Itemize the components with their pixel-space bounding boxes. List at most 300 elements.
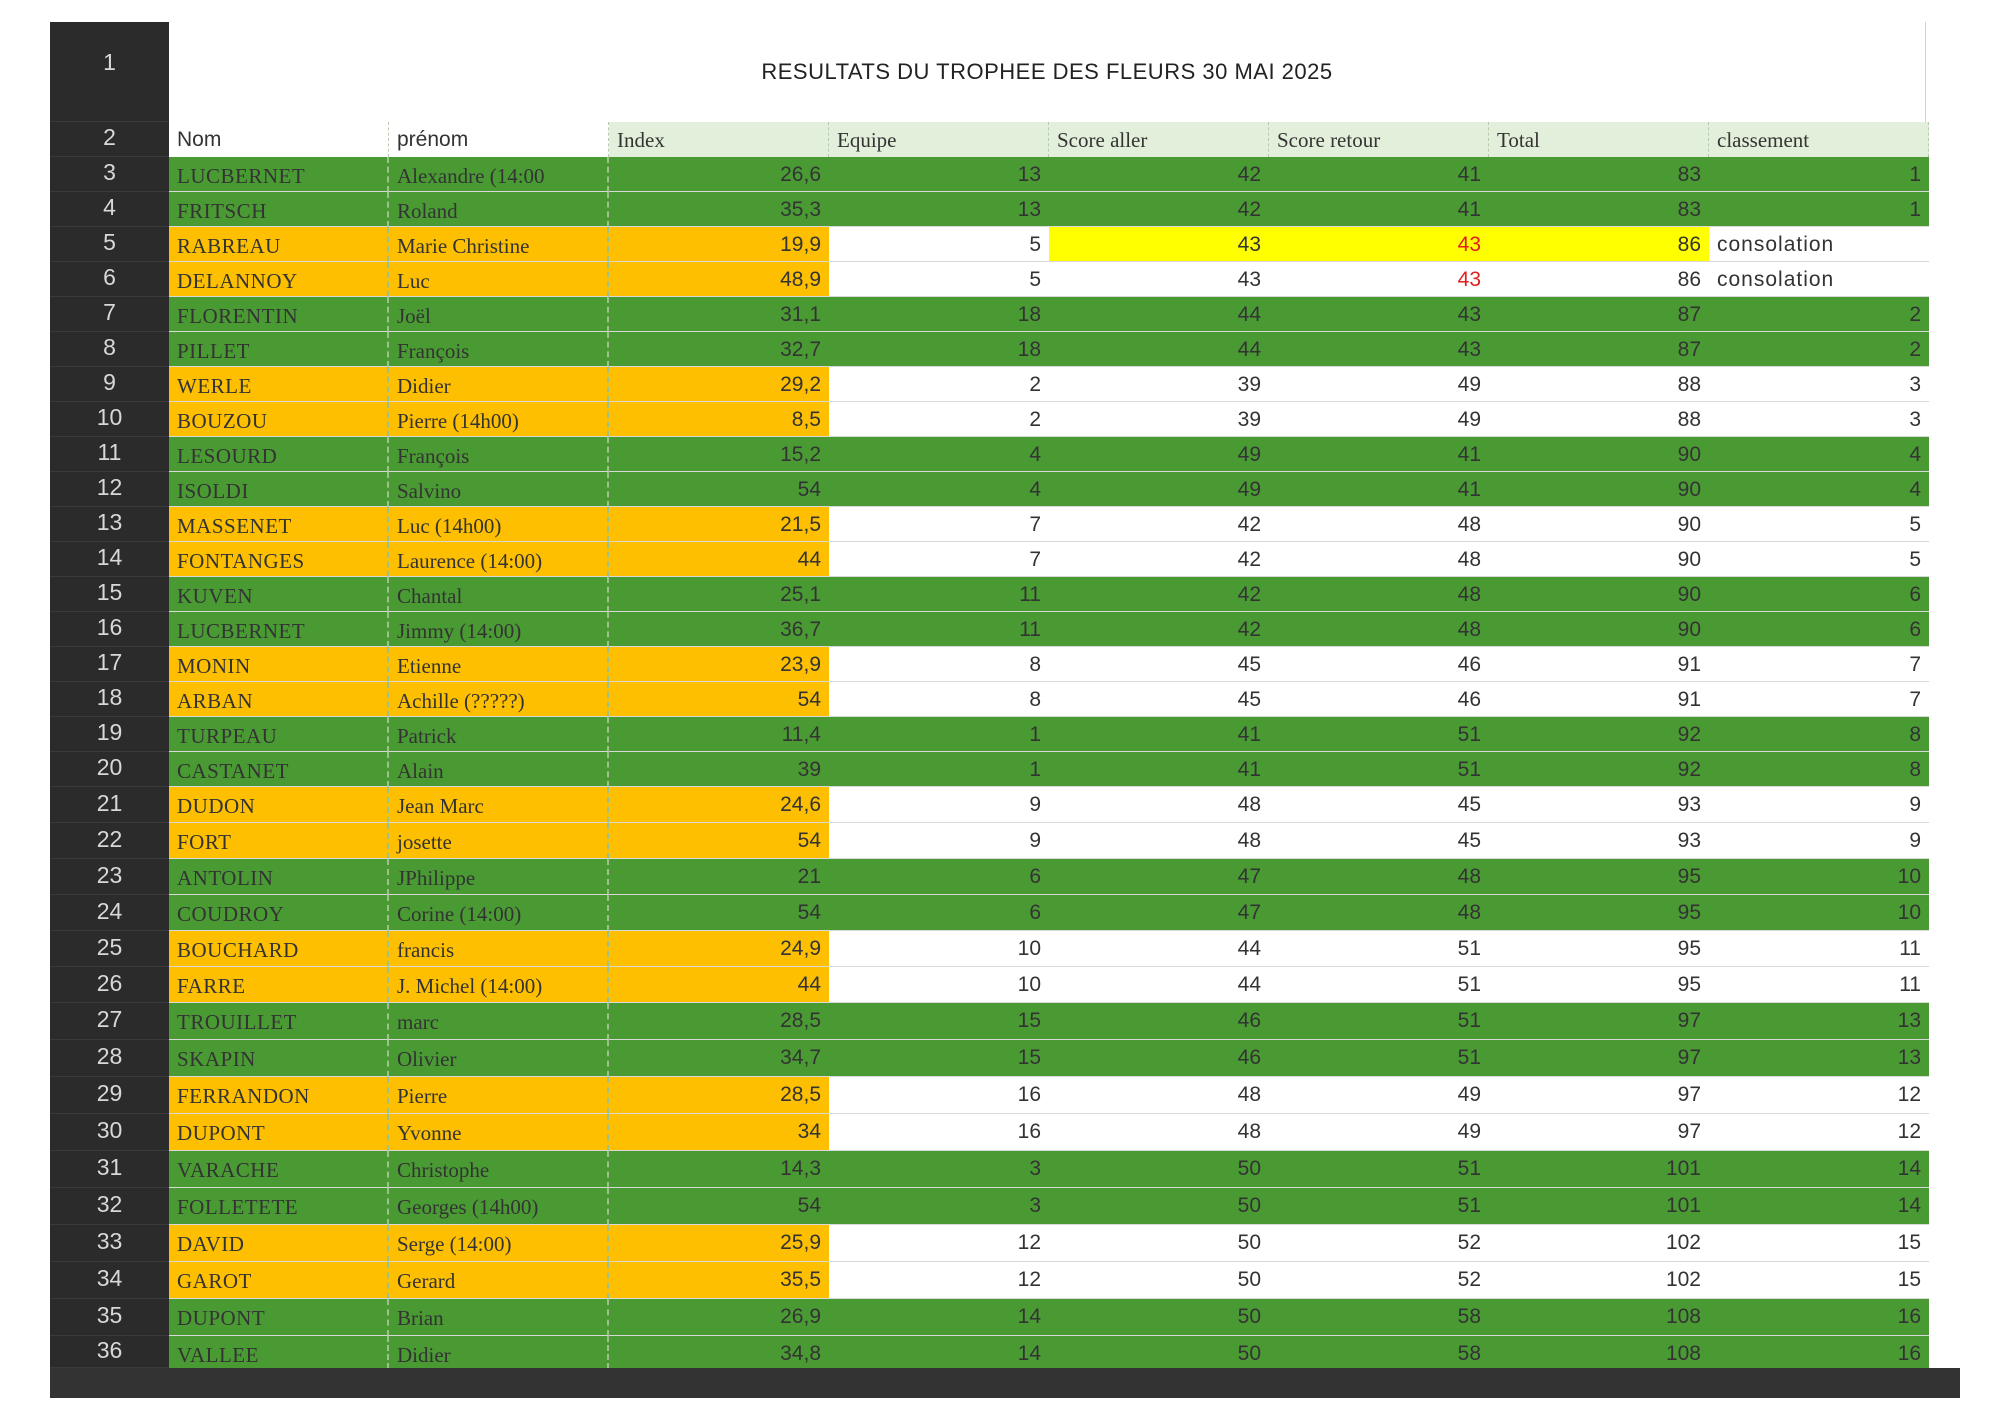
cell-classement[interactable]: 6 [1709,577,1929,612]
cell-prenom[interactable]: Brian [389,1299,609,1336]
cell-retour[interactable]: 58 [1269,1299,1489,1336]
cell-nom[interactable]: TURPEAU [169,717,389,752]
cell-index[interactable]: 23,9 [609,647,829,682]
cell-index[interactable]: 15,2 [609,437,829,472]
cell-retour[interactable]: 51 [1269,1188,1489,1225]
cell-aller[interactable]: 50 [1049,1336,1269,1369]
cell-nom[interactable]: LUCBERNET [169,612,389,647]
row-number[interactable]: 27 [50,1003,169,1040]
cell-prenom[interactable]: Serge (14:00) [389,1225,609,1262]
cell-aller[interactable]: 50 [1049,1262,1269,1299]
cell-aller[interactable]: 47 [1049,859,1269,895]
row-number[interactable]: 2 [50,122,169,157]
cell-prenom[interactable]: marc [389,1003,609,1040]
cell-nom[interactable]: GAROT [169,1262,389,1299]
cell-prenom[interactable]: Patrick [389,717,609,752]
cell-equipe[interactable]: 2 [829,402,1049,437]
cell-total[interactable]: 101 [1489,1188,1709,1225]
cell-retour[interactable]: 48 [1269,859,1489,895]
cell-aller[interactable]: 45 [1049,647,1269,682]
cell-classement[interactable]: 5 [1709,507,1929,542]
cell-index[interactable]: 54 [609,823,829,859]
cell-retour[interactable]: 51 [1269,717,1489,752]
cell-classement[interactable]: 12 [1709,1077,1929,1114]
cell-aller[interactable]: 50 [1049,1225,1269,1262]
cell-index[interactable]: 34 [609,1114,829,1151]
cell-index[interactable]: 39 [609,752,829,787]
cell-equipe[interactable]: 3 [829,1188,1049,1225]
cell-equipe[interactable]: 16 [829,1077,1049,1114]
header-prenom[interactable]: prénom [389,122,609,157]
row-number[interactable]: 4 [50,192,169,227]
cell-nom[interactable]: PILLET [169,332,389,367]
cell-nom[interactable]: ANTOLIN [169,859,389,895]
cell-prenom[interactable]: Jimmy (14:00) [389,612,609,647]
header-index[interactable]: Index [609,122,829,157]
cell-classement[interactable]: 14 [1709,1188,1929,1225]
cell-aller[interactable]: 45 [1049,682,1269,717]
cell-classement[interactable]: 10 [1709,895,1929,931]
cell-nom[interactable]: KUVEN [169,577,389,612]
cell-index[interactable]: 48,9 [609,262,829,297]
row-number[interactable]: 30 [50,1114,169,1151]
cell-aller[interactable]: 43 [1049,227,1269,262]
cell-prenom[interactable]: Marie Christine [389,227,609,262]
title-cell[interactable] [169,22,1926,122]
cell-equipe[interactable]: 7 [829,542,1049,577]
cell-nom[interactable]: BOUZOU [169,402,389,437]
cell-aller[interactable]: 50 [1049,1188,1269,1225]
cell-classement[interactable]: 15 [1709,1225,1929,1262]
cell-index[interactable]: 36,7 [609,612,829,647]
cell-retour[interactable]: 41 [1269,437,1489,472]
cell-total[interactable]: 87 [1489,297,1709,332]
row-number[interactable]: 12 [50,472,169,507]
cell-aller[interactable]: 41 [1049,717,1269,752]
cell-total[interactable]: 95 [1489,859,1709,895]
cell-classement[interactable]: 9 [1709,787,1929,823]
cell-equipe[interactable]: 14 [829,1336,1049,1369]
cell-classement[interactable]: 14 [1709,1151,1929,1188]
row-number[interactable]: 13 [50,507,169,542]
cell-classement[interactable]: 7 [1709,682,1929,717]
cell-equipe[interactable]: 12 [829,1225,1049,1262]
cell-nom[interactable]: FORT [169,823,389,859]
row-number[interactable]: 26 [50,967,169,1003]
cell-index[interactable]: 26,6 [609,157,829,192]
cell-retour[interactable]: 51 [1269,1151,1489,1188]
cell-index[interactable]: 21 [609,859,829,895]
cell-nom[interactable]: DELANNOY [169,262,389,297]
cell-nom[interactable]: MONIN [169,647,389,682]
cell-classement[interactable]: 16 [1709,1299,1929,1336]
cell-equipe[interactable]: 5 [829,227,1049,262]
cell-retour[interactable]: 49 [1269,1114,1489,1151]
cell-prenom[interactable]: Didier [389,1336,609,1369]
cell-retour[interactable]: 48 [1269,895,1489,931]
header-score-aller[interactable]: Score aller [1049,122,1269,157]
cell-classement[interactable]: 8 [1709,717,1929,752]
cell-retour[interactable]: 43 [1269,297,1489,332]
cell-index[interactable]: 31,1 [609,297,829,332]
cell-aller[interactable]: 39 [1049,402,1269,437]
row-number[interactable]: 6 [50,262,169,297]
cell-retour[interactable]: 48 [1269,542,1489,577]
cell-prenom[interactable]: Alain [389,752,609,787]
cell-retour[interactable]: 46 [1269,647,1489,682]
cell-index[interactable]: 21,5 [609,507,829,542]
cell-equipe[interactable]: 10 [829,967,1049,1003]
cell-equipe[interactable]: 6 [829,859,1049,895]
cell-nom[interactable]: FLORENTIN [169,297,389,332]
cell-classement[interactable]: 1 [1709,192,1929,227]
cell-equipe[interactable]: 16 [829,1114,1049,1151]
cell-equipe[interactable]: 5 [829,262,1049,297]
cell-index[interactable]: 14,3 [609,1151,829,1188]
cell-index[interactable]: 28,5 [609,1003,829,1040]
cell-equipe[interactable]: 11 [829,577,1049,612]
cell-prenom[interactable]: Salvino [389,472,609,507]
cell-equipe[interactable]: 11 [829,612,1049,647]
cell-index[interactable]: 35,5 [609,1262,829,1299]
cell-nom[interactable]: VARACHE [169,1151,389,1188]
cell-prenom[interactable]: Corine (14:00) [389,895,609,931]
cell-index[interactable]: 35,3 [609,192,829,227]
cell-aller[interactable]: 42 [1049,577,1269,612]
cell-nom[interactable]: SKAPIN [169,1040,389,1077]
cell-index[interactable]: 34,7 [609,1040,829,1077]
cell-total[interactable]: 108 [1489,1299,1709,1336]
row-number[interactable]: 15 [50,577,169,612]
cell-aller[interactable]: 42 [1049,542,1269,577]
header-score-retour[interactable]: Score retour [1269,122,1489,157]
cell-nom[interactable]: ISOLDI [169,472,389,507]
header-equipe[interactable]: Equipe [829,122,1049,157]
cell-equipe[interactable]: 8 [829,682,1049,717]
cell-classement[interactable]: 13 [1709,1040,1929,1077]
cell-index[interactable]: 8,5 [609,402,829,437]
cell-classement[interactable]: 16 [1709,1336,1929,1369]
row-number[interactable]: 1 [50,22,169,122]
cell-index[interactable]: 34,8 [609,1336,829,1369]
cell-prenom[interactable]: Georges (14h00) [389,1188,609,1225]
cell-equipe[interactable]: 4 [829,437,1049,472]
cell-total[interactable]: 95 [1489,967,1709,1003]
cell-retour[interactable]: 51 [1269,752,1489,787]
cell-nom[interactable]: COUDROY [169,895,389,931]
row-number[interactable]: 16 [50,612,169,647]
cell-prenom[interactable]: Etienne [389,647,609,682]
cell-nom[interactable]: LUCBERNET [169,157,389,192]
cell-total[interactable]: 88 [1489,402,1709,437]
cell-equipe[interactable]: 3 [829,1151,1049,1188]
cell-prenom[interactable]: Luc (14h00) [389,507,609,542]
cell-prenom[interactable]: Joël [389,297,609,332]
cell-classement[interactable]: 2 [1709,297,1929,332]
cell-equipe[interactable]: 9 [829,823,1049,859]
cell-retour[interactable]: 51 [1269,1003,1489,1040]
cell-classement[interactable]: 1 [1709,157,1929,192]
cell-aller[interactable]: 44 [1049,332,1269,367]
row-number[interactable]: 22 [50,823,169,859]
cell-total[interactable]: 97 [1489,1003,1709,1040]
cell-total[interactable]: 90 [1489,472,1709,507]
cell-nom[interactable]: BOUCHARD [169,931,389,967]
cell-classement[interactable]: 10 [1709,859,1929,895]
cell-total[interactable]: 97 [1489,1040,1709,1077]
cell-total[interactable]: 90 [1489,437,1709,472]
row-number[interactable]: 36 [50,1336,169,1368]
cell-aller[interactable]: 46 [1049,1003,1269,1040]
cell-classement[interactable]: 9 [1709,823,1929,859]
cell-equipe[interactable]: 18 [829,297,1049,332]
cell-total[interactable]: 97 [1489,1114,1709,1151]
cell-retour[interactable]: 49 [1269,367,1489,402]
row-number[interactable]: 24 [50,895,169,931]
row-number[interactable]: 9 [50,367,169,402]
cell-aller[interactable]: 48 [1049,787,1269,823]
cell-prenom[interactable]: Didier [389,367,609,402]
cell-aller[interactable]: 43 [1049,262,1269,297]
row-number[interactable]: 20 [50,752,169,787]
cell-prenom[interactable]: Laurence (14:00) [389,542,609,577]
cell-nom[interactable]: FONTANGES [169,542,389,577]
cell-total[interactable]: 101 [1489,1151,1709,1188]
cell-total[interactable]: 92 [1489,752,1709,787]
cell-total[interactable]: 102 [1489,1225,1709,1262]
cell-prenom[interactable]: Pierre [389,1077,609,1114]
cell-prenom[interactable]: François [389,332,609,367]
cell-total[interactable]: 88 [1489,367,1709,402]
cell-total[interactable]: 95 [1489,931,1709,967]
cell-retour[interactable]: 51 [1269,1040,1489,1077]
row-number[interactable]: 23 [50,859,169,895]
row-number[interactable]: 32 [50,1188,169,1225]
cell-retour[interactable]: 45 [1269,787,1489,823]
cell-equipe[interactable]: 2 [829,367,1049,402]
cell-nom[interactable]: VALLEE [169,1336,389,1369]
cell-index[interactable]: 54 [609,1188,829,1225]
row-number[interactable]: 8 [50,332,169,367]
cell-total[interactable]: 97 [1489,1077,1709,1114]
cell-aller[interactable]: 48 [1049,1114,1269,1151]
row-number[interactable]: 7 [50,297,169,332]
cell-retour[interactable]: 41 [1269,157,1489,192]
cell-aller[interactable]: 49 [1049,437,1269,472]
cell-equipe[interactable]: 13 [829,157,1049,192]
cell-retour[interactable]: 51 [1269,931,1489,967]
cell-index[interactable]: 11,4 [609,717,829,752]
cell-index[interactable]: 54 [609,895,829,931]
cell-total[interactable]: 86 [1489,262,1709,297]
cell-nom[interactable]: RABREAU [169,227,389,262]
cell-nom[interactable]: FERRANDON [169,1077,389,1114]
row-number[interactable]: 19 [50,717,169,752]
cell-equipe[interactable]: 8 [829,647,1049,682]
cell-classement[interactable]: 3 [1709,367,1929,402]
cell-index[interactable]: 24,9 [609,931,829,967]
cell-prenom[interactable]: josette [389,823,609,859]
cell-prenom[interactable]: francis [389,931,609,967]
cell-total[interactable]: 95 [1489,895,1709,931]
cell-nom[interactable]: WERLE [169,367,389,402]
row-number[interactable]: 10 [50,402,169,437]
cell-prenom[interactable]: Gerard [389,1262,609,1299]
cell-aller[interactable]: 42 [1049,157,1269,192]
cell-equipe[interactable]: 6 [829,895,1049,931]
cell-aller[interactable]: 42 [1049,507,1269,542]
row-number[interactable]: 5 [50,227,169,262]
cell-index[interactable]: 25,1 [609,577,829,612]
row-number[interactable]: 11 [50,437,169,472]
cell-nom[interactable]: TROUILLET [169,1003,389,1040]
cell-aller[interactable]: 42 [1049,612,1269,647]
cell-prenom[interactable]: Alexandre (14:00 [389,157,609,192]
cell-aller[interactable]: 42 [1049,192,1269,227]
cell-index[interactable]: 25,9 [609,1225,829,1262]
cell-equipe[interactable]: 10 [829,931,1049,967]
cell-aller[interactable]: 47 [1049,895,1269,931]
cell-classement[interactable]: 8 [1709,752,1929,787]
cell-total[interactable]: 90 [1489,542,1709,577]
cell-total[interactable]: 90 [1489,507,1709,542]
row-number[interactable]: 25 [50,931,169,967]
header-nom[interactable]: Nom [169,122,389,157]
cell-classement[interactable]: 11 [1709,967,1929,1003]
cell-prenom[interactable]: Luc [389,262,609,297]
header-classement[interactable]: classement [1709,122,1929,157]
cell-prenom[interactable]: Jean Marc [389,787,609,823]
cell-classement[interactable]: consolation [1709,227,1929,262]
cell-aller[interactable]: 49 [1049,472,1269,507]
cell-retour[interactable]: 51 [1269,967,1489,1003]
cell-total[interactable]: 93 [1489,823,1709,859]
cell-classement[interactable]: 2 [1709,332,1929,367]
cell-classement[interactable]: consolation [1709,262,1929,297]
cell-prenom[interactable]: Pierre (14h00) [389,402,609,437]
cell-retour[interactable]: 49 [1269,402,1489,437]
cell-total[interactable]: 83 [1489,157,1709,192]
cell-index[interactable]: 29,2 [609,367,829,402]
cell-nom[interactable]: DUPONT [169,1114,389,1151]
cell-total[interactable]: 91 [1489,682,1709,717]
cell-equipe[interactable]: 4 [829,472,1049,507]
cell-total[interactable]: 92 [1489,717,1709,752]
cell-nom[interactable]: LESOURD [169,437,389,472]
cell-total[interactable]: 93 [1489,787,1709,823]
cell-retour[interactable]: 43 [1269,227,1489,262]
cell-aller[interactable]: 41 [1049,752,1269,787]
cell-equipe[interactable]: 12 [829,1262,1049,1299]
cell-equipe[interactable]: 18 [829,332,1049,367]
cell-retour[interactable]: 41 [1269,472,1489,507]
cell-nom[interactable]: FARRE [169,967,389,1003]
row-number[interactable]: 35 [50,1299,169,1336]
cell-prenom[interactable]: J. Michel (14:00) [389,967,609,1003]
cell-classement[interactable]: 3 [1709,402,1929,437]
cell-index[interactable]: 54 [609,682,829,717]
cell-index[interactable]: 24,6 [609,787,829,823]
cell-nom[interactable]: FRITSCH [169,192,389,227]
cell-classement[interactable]: 6 [1709,612,1929,647]
cell-nom[interactable]: DAVID [169,1225,389,1262]
cell-equipe[interactable]: 9 [829,787,1049,823]
cell-retour[interactable]: 45 [1269,823,1489,859]
cell-nom[interactable]: FOLLETETE [169,1188,389,1225]
cell-nom[interactable]: DUDON [169,787,389,823]
cell-retour[interactable]: 58 [1269,1336,1489,1369]
cell-prenom[interactable]: Olivier [389,1040,609,1077]
cell-retour[interactable]: 48 [1269,612,1489,647]
cell-equipe[interactable]: 13 [829,192,1049,227]
cell-equipe[interactable]: 1 [829,717,1049,752]
cell-retour[interactable]: 48 [1269,507,1489,542]
cell-total[interactable]: 87 [1489,332,1709,367]
cell-aller[interactable]: 44 [1049,967,1269,1003]
cell-prenom[interactable]: Chantal [389,577,609,612]
cell-index[interactable]: 54 [609,472,829,507]
cell-aller[interactable]: 46 [1049,1040,1269,1077]
cell-total[interactable]: 102 [1489,1262,1709,1299]
cell-total[interactable]: 90 [1489,612,1709,647]
cell-classement[interactable]: 7 [1709,647,1929,682]
cell-retour[interactable]: 41 [1269,192,1489,227]
cell-nom[interactable]: DUPONT [169,1299,389,1336]
cell-total[interactable]: 86 [1489,227,1709,262]
cell-classement[interactable]: 4 [1709,472,1929,507]
cell-retour[interactable]: 48 [1269,577,1489,612]
cell-aller[interactable]: 39 [1049,367,1269,402]
cell-aller[interactable]: 50 [1049,1151,1269,1188]
cell-equipe[interactable]: 1 [829,752,1049,787]
row-number[interactable]: 34 [50,1262,169,1299]
row-number[interactable]: 31 [50,1151,169,1188]
cell-equipe[interactable]: 15 [829,1003,1049,1040]
cell-index[interactable]: 26,9 [609,1299,829,1336]
cell-prenom[interactable]: Christophe [389,1151,609,1188]
cell-retour[interactable]: 49 [1269,1077,1489,1114]
cell-equipe[interactable]: 7 [829,507,1049,542]
cell-nom[interactable]: ARBAN [169,682,389,717]
cell-prenom[interactable]: François [389,437,609,472]
cell-retour[interactable]: 46 [1269,682,1489,717]
row-number[interactable]: 21 [50,787,169,823]
cell-classement[interactable]: 13 [1709,1003,1929,1040]
row-number[interactable]: 18 [50,682,169,717]
cell-equipe[interactable]: 14 [829,1299,1049,1336]
cell-classement[interactable]: 4 [1709,437,1929,472]
cell-index[interactable]: 44 [609,542,829,577]
cell-equipe[interactable]: 15 [829,1040,1049,1077]
cell-classement[interactable]: 12 [1709,1114,1929,1151]
cell-classement[interactable]: 11 [1709,931,1929,967]
row-number[interactable]: 29 [50,1077,169,1114]
header-total[interactable]: Total [1489,122,1709,157]
cell-total[interactable]: 91 [1489,647,1709,682]
cell-classement[interactable]: 15 [1709,1262,1929,1299]
cell-prenom[interactable]: Achille (?????) [389,682,609,717]
row-number[interactable]: 28 [50,1040,169,1077]
row-number[interactable]: 17 [50,647,169,682]
cell-aller[interactable]: 48 [1049,823,1269,859]
cell-total[interactable]: 90 [1489,577,1709,612]
cell-aller[interactable]: 44 [1049,297,1269,332]
cell-retour[interactable]: 43 [1269,332,1489,367]
cell-nom[interactable]: MASSENET [169,507,389,542]
cell-retour[interactable]: 43 [1269,262,1489,297]
cell-index[interactable]: 32,7 [609,332,829,367]
cell-prenom[interactable]: Roland [389,192,609,227]
